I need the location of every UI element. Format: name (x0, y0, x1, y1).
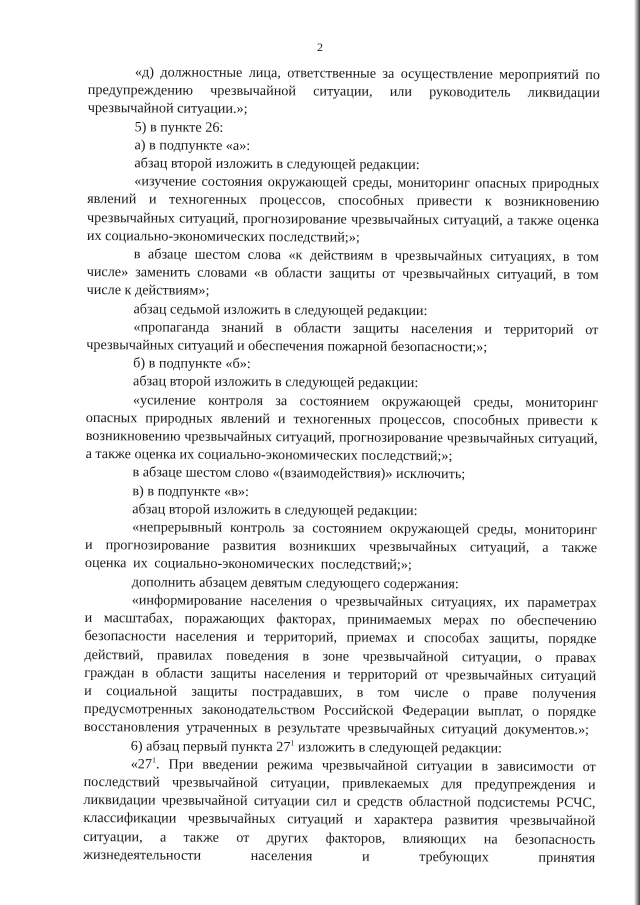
paragraph-abzac-7: абзац седьмой изложить в следующей редакции: (133, 300, 428, 319)
paragraph-item-d: «д) должностные лица, ответственные за осуществление мероприятий по предупреждению чрезвычайной ситуации, или руководитель ликвидации чрезвычайной ситуации.»; (87, 64, 600, 118)
paragraph-point-26: 5) в пункте 26: (134, 118, 224, 136)
paragraph-abzac-6-a: в абзаце шестом слова «к действиям в чрезвычайных ситуациях, в том числе» заменить словами «в области защиты от чрезвычайных ситуаций, в том числе к действиям»; (86, 246, 599, 300)
quote27-superscript: 1 (151, 755, 157, 765)
paragraph-abzac-2-b: абзац второй изложить в следующей редакции: (133, 373, 419, 392)
quote27-text-start: «27 (130, 755, 153, 773)
item6-text-start: 6) абзац первый пункта 27 (130, 737, 291, 755)
paragraph-abzac-2-a: абзац второй изложить в следующей редакции: (134, 155, 420, 174)
paragraph-quote-informirovanie: «информирование населения о чрезвычайных ситуациях, их параметрах и масштабах, поражающих факторах, принимаемых мерах по обеспечению безопасности населения и территорий, приемах и способах защиты, порядке действий, правилах поведения в зоне чрезвычайной ситуации, о правах граждан в области защиты населения и территорий от чрезвычайных ситуаций и социальной защиты пострадавших, в том числе о праве получения предусмотренных законодательством Российской Федерации выплат, о порядке восстановления утраченных в результате чрезвычайных ситуаций документов.»; (83, 592, 597, 739)
paragraph-quote-propaganda: «пропаганда знаний в области защиты населения и территорий от чрезвычайных ситуаций и обеспечения пожарной безопасности;»; (86, 319, 599, 356)
item6-text-end: изложить в следующей редакции: (294, 738, 503, 757)
scan-right-edge (634, 0, 640, 905)
paragraph-subpoint-b: б) в подпункте «б»: (133, 355, 251, 373)
paragraph-quote-usilenie: «усиление контроля за состоянием окружающей среды, мониторинг опасных природных явлений и техногенных процессов, способных привести к возникновению чрезвычайных ситуаций, прогнозирование чрезвычайных ситуаций, а также оценка их социально-экономических последствий;»; (85, 391, 598, 465)
paragraph-quote-27-1 (83, 755, 596, 867)
quote27-text-end: . При введении режима чрезвычайной ситуации в зависимости от последствий чрезвычайной ситуации, привлекаемых для предупреждения и ликвидации чрезвычайной ситуации сил и средств областной подсистемы РСЧС, классификации чрезвычайных ситуаций и характера развития чрезвычайной ситуации, а также от других факторов, влияющих на безопасность жизнедеятельности населения и требующих принятия (83, 756, 596, 866)
page-number: 2 (317, 40, 323, 54)
paragraph-quote-nepreryvny: «непрерывный контроль за состоянием окружающей среды, мониторинг и прогнозирование развития возникших чрезвычайных ситуаций, а также оценка их социально-экономических последствий;»; (84, 519, 598, 574)
paragraph-abzac-9: дополнить абзацем девятым следующего содержания: (131, 573, 459, 592)
paragraph-abzac-6-b: в абзаце шестом слово «(взаимодействия)» исключить; (132, 464, 466, 483)
item6-superscript: 1 (290, 738, 295, 748)
paragraph-quote-izuchenie: «изучение состояния окружающей среды, мониторинг опасных природных явлений и техногенных процессов, способных привести к возникновению чрезвычайных ситуаций, прогнозирование чрезвычайных ситуаций, а также оценка их социально-экономических последствий;»; (86, 173, 600, 246)
paragraph-abzac-2-v: абзац второй изложить в следующей редакции: (132, 501, 418, 519)
paragraph-subpoint-v: в) в подпункте «в»: (132, 482, 250, 500)
document-body (83, 63, 600, 867)
paragraph-subpoint-a: а) в подпункте «а»: (134, 137, 251, 154)
